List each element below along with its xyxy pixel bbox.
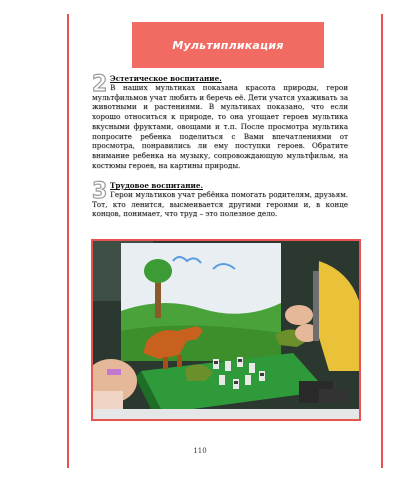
- section-body: В наших мультиках показана красота природы, герои мультфильмов учат любить и беречь её. Дети учатся ухаживать за животными и растениями. В мультиках показано, что если хорошо относиться к природе, то она угощает героев мультика вкусными фруктами, овощами и т.п. После просмотра мультика попросите ребенка поделиться с Вами впечатлениями от просмотра, понравились ли ему поступки героев. Обратите внимание ребенка на музыку, сопровождающую мультфильм, на костюмы героев, на картины природы.: [92, 83, 348, 170]
- page-title: Мультипликация: [172, 38, 284, 52]
- left-margin-rule: [67, 14, 69, 468]
- section-aesthetic: [92, 74, 348, 170]
- section-number: 2: [92, 72, 108, 97]
- right-margin-rule: [381, 14, 383, 468]
- photo-illustration: [93, 241, 359, 419]
- section-labor: [92, 181, 348, 219]
- section-title: Эстетическое воспитание.: [110, 74, 222, 83]
- animation-photo: [91, 239, 361, 421]
- section-number: 3: [92, 179, 108, 204]
- section-title: Трудовое воспитание.: [110, 181, 203, 190]
- page-number: 110: [193, 447, 207, 455]
- section-body: Герои мультиков учат ребёнка помогать родителям, друзьям. Тот, кто ленится, высмеивается другими героями и, в конце концов, понимает, что труд – это полезное дело.: [92, 190, 348, 219]
- title-banner: [132, 22, 324, 68]
